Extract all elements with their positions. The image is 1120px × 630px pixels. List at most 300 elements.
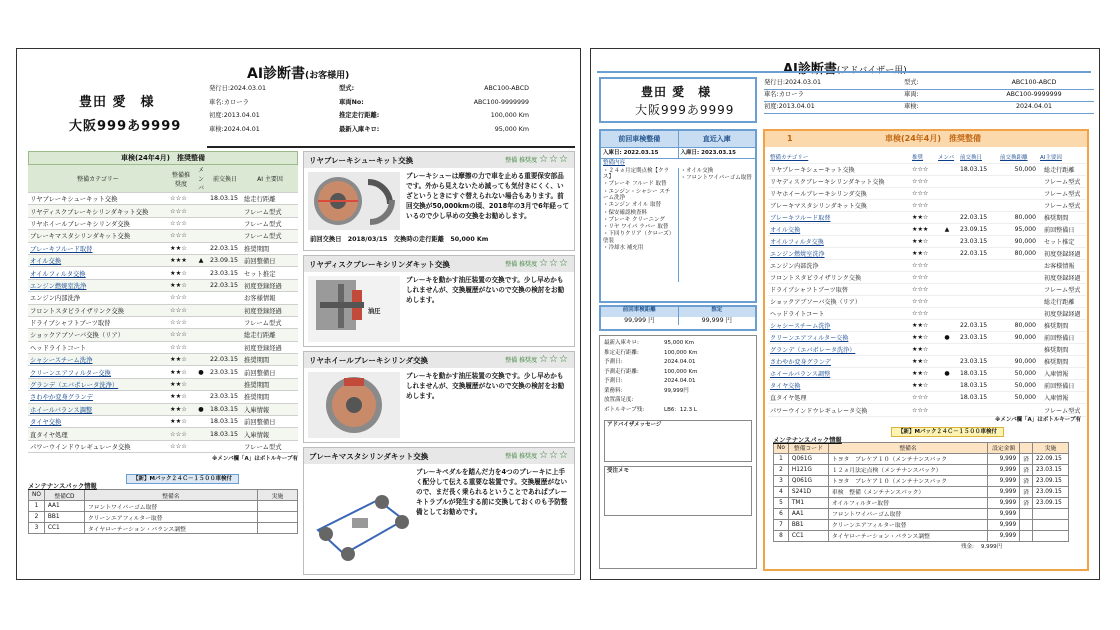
stat-key: 推定走行距離: — [604, 349, 639, 356]
row-rating: ☆☆☆ — [910, 199, 936, 211]
work-item: ・２４ヵ月定期点検【クラス】 — [603, 167, 670, 180]
row-reason: 総走行距離 — [242, 329, 298, 341]
table-row[interactable] — [28, 279, 298, 291]
work-item: ・エンジン・シャシー スチーム洗浄 — [603, 188, 671, 201]
row-reason: 前回整備日 — [1038, 332, 1086, 344]
row-reason: 推奨期間 — [242, 391, 298, 403]
recommend-table — [28, 151, 298, 463]
row-category: 直タイヤ処理 — [28, 428, 168, 440]
mpack-amt: 9,999 — [988, 497, 1020, 508]
table-row[interactable] — [28, 440, 298, 452]
customer-name: 豊田 愛 様 — [79, 95, 155, 110]
row-date — [208, 205, 242, 217]
table-row[interactable] — [768, 259, 1086, 271]
mpack-cd: Q061G — [788, 453, 828, 464]
row-date — [208, 217, 242, 229]
row-rating: ★★☆ — [910, 380, 936, 392]
row-date: 18.03.15 — [208, 403, 242, 415]
row-date: 22.03.15 — [208, 242, 242, 254]
mpack-amt: 9,999 — [988, 508, 1020, 519]
mpack-name: クリーンエアフィルター取替 — [84, 512, 257, 523]
card-text: ブレーキペダルを踏んだ力を4つのブレーキに上手く配分して伝える重要な装置です。交換履歴がないので、まだ長く乗られるということであればブレーキトラブルが発生する前に交換しておくのも予防整備としてお勧めです。 — [416, 468, 568, 516]
row-category: リヤディスクブレーキシリンダキット交換 — [28, 205, 168, 217]
row-rating: ☆☆☆ — [168, 217, 194, 229]
row-rating: ☆☆☆ — [910, 308, 936, 320]
stat-key: 業務料: — [604, 387, 623, 394]
mpack-f — [1020, 508, 1033, 519]
mpack-f: 済 — [1020, 475, 1033, 486]
card-title: リヤディスクブレーキシリンダキット交換 — [309, 260, 450, 269]
mpack-col: 実施 — [1033, 442, 1069, 453]
info-row — [209, 99, 579, 113]
table-row[interactable] — [28, 254, 298, 266]
row-date — [958, 308, 998, 320]
row-member — [936, 259, 958, 271]
row-category: オイルフィルタ交換 — [768, 235, 910, 247]
row-date — [958, 187, 998, 199]
row-reason: 初度登録経過 — [242, 279, 298, 291]
mpack-date — [1033, 508, 1069, 519]
mpack-no: 3 — [29, 523, 45, 534]
row-member — [194, 205, 208, 217]
row-member: ▲ — [936, 223, 958, 235]
mpack-cd: H121G — [788, 464, 828, 475]
row-category: さわやか変身グランデ — [28, 391, 168, 403]
table-row[interactable] — [28, 304, 298, 316]
row-reason: 推奨期間 — [1038, 356, 1086, 368]
card-footer: 前回交換日 2018/03/15 交換時の走行距離 50,000 Km — [310, 236, 489, 243]
row-member — [936, 187, 958, 199]
mpack-amt: 9,999 — [988, 486, 1020, 497]
row-member — [194, 217, 208, 229]
row-member — [936, 392, 958, 404]
stat-key: 最新入庫キロ: — [604, 340, 639, 346]
table-row[interactable] — [28, 366, 298, 378]
prev-cost-header: 前回車検距離 — [601, 307, 679, 317]
row-member — [194, 378, 208, 390]
row-member — [194, 230, 208, 242]
work-item: ・下回りクリア（クローズ）塗装 — [603, 231, 675, 244]
row-rating: ☆☆☆ — [910, 259, 936, 271]
mpack-f: 済 — [1020, 486, 1033, 497]
row-rating: ☆☆☆ — [910, 392, 936, 404]
card-master-cylinder — [303, 447, 575, 575]
row-date — [208, 341, 242, 353]
row-km: 95,000 — [998, 223, 1038, 235]
table-row[interactable] — [768, 344, 1086, 356]
row-category: ブレーキフルード取替 — [28, 242, 168, 254]
recommend-rating: 整備 推奨度 ☆☆☆ — [505, 354, 569, 365]
row-category: ヘッドライトコート — [768, 308, 910, 320]
row-reason: 入庫情報 — [1038, 392, 1086, 404]
row-reason: フレーム型式 — [242, 205, 298, 217]
table-row[interactable] — [768, 320, 1086, 332]
stat-key: 予測日: — [604, 378, 623, 384]
row-km — [998, 284, 1038, 296]
row-member — [936, 199, 958, 211]
table-row[interactable] — [768, 404, 1086, 416]
mpack-amt: 9,999 — [988, 453, 1020, 464]
row-member — [936, 284, 958, 296]
row-member — [194, 267, 208, 279]
mpack-date — [1033, 519, 1069, 530]
stats-box — [599, 335, 757, 569]
table-row[interactable] — [768, 235, 1086, 247]
table-row[interactable] — [28, 341, 298, 353]
row-date: 23.03.15 — [958, 356, 998, 368]
row-member — [936, 320, 958, 332]
row-member — [194, 428, 208, 440]
mpack-amt: 9,999 — [988, 464, 1020, 475]
table-row[interactable] — [768, 199, 1086, 211]
card-rear-brake-shoe — [303, 151, 575, 251]
mpack-date: 23.03.15 — [1033, 464, 1069, 475]
row-date: 18.03.15 — [958, 392, 998, 404]
mpack-no: 3 — [774, 475, 789, 486]
row-reason: セット推定 — [242, 267, 298, 279]
table-row[interactable] — [28, 378, 298, 390]
row-reason: 推奨期間 — [242, 242, 298, 254]
table-row[interactable] — [28, 242, 298, 254]
mpack-row — [29, 501, 298, 512]
card-rear-disc-cylinder — [303, 255, 575, 347]
recommend-panel — [763, 129, 1089, 571]
prev-inspection-header: 前回車検整備 — [601, 131, 679, 147]
table-row[interactable] — [768, 187, 1086, 199]
row-reason: フレーム型式 — [242, 440, 298, 452]
customer-name: 豊田 愛 様 — [641, 85, 712, 99]
report-title: AI診断書(アドバイザー用) — [783, 62, 907, 77]
info-divider — [207, 146, 575, 148]
col-header: AI主要因 — [1038, 151, 1086, 163]
row-km: 50,000 — [998, 163, 1038, 175]
row-date: 23.03.15 — [208, 366, 242, 378]
plate-number: 大阪999あ9999 — [69, 119, 182, 134]
info-key: 型式: — [339, 85, 355, 92]
vehicle-info — [209, 85, 579, 139]
stat-row — [604, 407, 752, 417]
stat-row — [604, 388, 752, 398]
col-header: 前交換日 — [958, 151, 998, 163]
table-row[interactable] — [768, 380, 1086, 392]
row-reason: フレーム型式 — [242, 316, 298, 328]
info-left: 発行日:2024.03.01 — [764, 79, 822, 86]
table-row[interactable] — [768, 223, 1086, 235]
mpack-date — [1033, 530, 1069, 541]
row-km — [998, 296, 1038, 308]
row-rating: ☆☆☆ — [168, 304, 194, 316]
row-rating: ★★★ — [168, 254, 194, 266]
mpack-row — [774, 497, 1069, 508]
row-date: 22.03.15 — [958, 320, 998, 332]
row-member — [194, 242, 208, 254]
row-date: 22.03.15 — [208, 279, 242, 291]
col-header: 整備カテゴリー — [768, 151, 910, 163]
row-category: ホイールバランス調整 — [28, 403, 168, 415]
table-row[interactable] — [768, 175, 1086, 187]
row-date: 18.03.15 — [958, 368, 998, 380]
row-reason: 初度登録経過 — [242, 304, 298, 316]
row-category: オイル交換 — [28, 254, 168, 266]
row-reason: フレーム型式 — [1038, 199, 1086, 211]
col-header: 前交換距離 — [998, 151, 1038, 163]
row-date: 22.03.15 — [208, 354, 242, 366]
row-reason: 総走行距離 — [242, 193, 298, 205]
mpack-badge: 【新】Mパック２４Ｃ－１５００車検付 — [891, 427, 1004, 437]
mpack-date: 22.09.15 — [1033, 453, 1069, 464]
row-reason: お客様情報 — [1038, 259, 1086, 271]
row-reason: 入庫情報 — [242, 403, 298, 415]
row-date — [208, 230, 242, 242]
table-row[interactable] — [768, 356, 1086, 368]
table-row[interactable] — [28, 316, 298, 328]
row-category: ショックアブソーバ交換（リア） — [28, 329, 168, 341]
row-category: オイルフィルタ交換 — [28, 267, 168, 279]
row-reason: 推奨期間 — [1038, 320, 1086, 332]
col-member: メンバ — [194, 165, 208, 193]
work-item: ・リヤ ワイパ ラバー 取替 — [603, 224, 669, 231]
row-category: クリーンエアフィルター交換 — [28, 366, 168, 378]
row-rating: ☆☆☆ — [910, 404, 936, 416]
row-date — [958, 271, 998, 283]
stat-key: 予測走行距離: — [604, 368, 639, 375]
mpack-name: 車検 整備（メンテナンスパック） — [828, 486, 987, 497]
work-item: ・ブレーキ クリーニング — [603, 216, 665, 223]
mpack-f: 済 — [1020, 497, 1033, 508]
stat-row — [604, 369, 752, 379]
row-member — [194, 329, 208, 341]
row-rating: ★★☆ — [168, 391, 194, 403]
table-row[interactable] — [28, 354, 298, 366]
table-row[interactable] — [768, 308, 1086, 320]
mpack-cd: S241D — [788, 486, 828, 497]
mpack-no: 7 — [774, 519, 789, 530]
mpack-amt: 9,999 — [988, 530, 1020, 541]
row-date — [208, 316, 242, 328]
row-member: ● — [936, 368, 958, 380]
row-rating: ★★☆ — [168, 403, 194, 415]
row-km: 50,000 — [998, 392, 1038, 404]
row-member — [936, 380, 958, 392]
row-member — [194, 341, 208, 353]
row-category: ホイールバランス調整 — [768, 368, 910, 380]
table-row[interactable] — [28, 403, 298, 415]
mpack-row — [774, 519, 1069, 530]
mpack-col-done: 実施 — [258, 490, 298, 501]
info-value: 100,000 Km — [490, 112, 529, 119]
stat-row — [604, 350, 752, 360]
master-cylinder-image — [308, 470, 412, 570]
mpack-cd: TM1 — [788, 497, 828, 508]
info-key: 車両No: — [339, 98, 364, 106]
row-km — [998, 404, 1038, 416]
row-km: 80,000 — [998, 211, 1038, 223]
row-rating: ★★☆ — [168, 267, 194, 279]
row-rating: ☆☆☆ — [910, 187, 936, 199]
advisor-message-box[interactable] — [604, 420, 752, 462]
row-date — [958, 175, 998, 187]
info-key: 推定走行距離: — [339, 112, 380, 119]
row-category: リヤホイールブレーキシリンダ交換 — [768, 187, 910, 199]
row-date: 18.03.15 — [958, 163, 998, 175]
visit-history: 前回車検整備 直近入庫 入庫日: 2022.03.15 入庫日: 2023.03.15 整備内容 ・２４ヵ月定期点検【クラス】 ・ブレーキ フルード 取替 ・エンジン・シャシー スチーム洗浄 ・エンジン オイル 取替 ・保安確認検査料 ・ブレーキ クリーニング ・リヤ ワイパ ラバー 取替 ・下回りクリア（クローズ）塗装 ・冷却水 補充用 ・オイル交換 ・フロントワイパーゴム取替 — [599, 129, 757, 303]
info-left: 車名:カローラ — [764, 91, 804, 98]
row-member — [936, 247, 958, 259]
mpack-cd: Q061G — [788, 475, 828, 486]
table-row[interactable] — [28, 267, 298, 279]
info-value: ABC100-ABCD — [1011, 79, 1057, 86]
row-category: オイル交換 — [768, 223, 910, 235]
row-km — [998, 344, 1038, 356]
recommend-rating: 整備 推奨度 ☆☆☆ — [505, 450, 569, 461]
row-category: パワーウインドウレギュレータ交換 — [768, 404, 910, 416]
table-row[interactable] — [768, 392, 1086, 404]
table-row[interactable] — [28, 205, 298, 217]
row-member — [194, 391, 208, 403]
card-text: ブレーキを動かす油圧装置の交換です。少し早めかもしれませんが、交換履歴がないので交換の検討をお勧めします。 — [406, 372, 565, 400]
row-category: 直タイヤ処理 — [768, 392, 910, 404]
row-member — [936, 271, 958, 283]
member-note: ※メンバ欄「A」はボトルキープ有 — [212, 456, 298, 463]
prev-cost: 99,999 円 — [601, 317, 679, 325]
table-row[interactable] — [28, 391, 298, 403]
mpack-no: 2 — [29, 512, 45, 523]
info-key: 最新入庫キロ: — [339, 125, 380, 133]
row-reason: 前回整備日 — [242, 416, 298, 428]
table-row[interactable] — [768, 271, 1086, 283]
row-member: ● — [194, 403, 208, 415]
row-rating: ☆☆☆ — [910, 296, 936, 308]
mpack-no: 1 — [29, 501, 45, 512]
mpack-no: 2 — [774, 464, 789, 475]
row-member — [936, 404, 958, 416]
advisor-message-label: アドバイザメッセージ — [607, 422, 662, 428]
table-row[interactable] — [768, 247, 1086, 259]
row-category: ブレーキマスタシリンダキット交換 — [768, 199, 910, 211]
table-row[interactable] — [768, 296, 1086, 308]
recent-work-list — [679, 168, 756, 282]
row-km: 50,000 — [998, 368, 1038, 380]
mpack-no: 6 — [774, 508, 789, 519]
table-row[interactable] — [768, 163, 1086, 175]
panel-title: 車検(24年4月) 推奨整備 — [885, 134, 982, 143]
mpack-name: １２ヵ月法定点検（メンテナンスパック） — [828, 464, 987, 475]
table-row[interactable] — [28, 329, 298, 341]
row-km: 80,000 — [998, 320, 1038, 332]
table-row[interactable] — [28, 230, 298, 242]
table-row[interactable] — [28, 428, 298, 440]
mpack-done — [258, 523, 298, 534]
row-category: リヤブレーキシューキット交換 — [768, 163, 910, 175]
table-row[interactable] — [28, 217, 298, 229]
table-row[interactable] — [28, 416, 298, 428]
row-category: ブレーキフルード取替 — [768, 211, 910, 223]
table-row[interactable] — [768, 332, 1086, 344]
table-row[interactable] — [28, 193, 298, 205]
row-reason: フレーム型式 — [1038, 187, 1086, 199]
mpack-cd: AA1 — [44, 501, 84, 512]
mpack-row — [29, 512, 298, 523]
row-category: フロントスタビライザリンク交換 — [768, 271, 910, 283]
order-memo-label: 受注メモ — [607, 468, 630, 474]
mpack-amt: 9,999 — [988, 475, 1020, 486]
row-date — [958, 199, 998, 211]
stat-key: 予測日: — [604, 359, 623, 365]
row-date — [208, 292, 242, 304]
order-memo-box[interactable] — [604, 466, 752, 516]
mpack-col-no: NO — [29, 490, 45, 501]
table-row[interactable] — [768, 211, 1086, 223]
mpack-row — [774, 475, 1069, 486]
row-category: ブレーキマスタシリンダキット交換 — [28, 230, 168, 242]
row-rating: ☆☆☆ — [168, 329, 194, 341]
row-km — [998, 199, 1038, 211]
row-category: リヤブレーキシューキット交換 — [28, 193, 168, 205]
mpack-title: メンテナンスパック情報 — [28, 483, 97, 490]
table-row[interactable] — [768, 284, 1086, 296]
mpack-col: 整備名 — [828, 442, 987, 453]
row-category: シャシースチーム洗浄 — [768, 320, 910, 332]
recent-visit-header: 直近入庫 — [679, 131, 756, 147]
info-value: ABC100-9999999 — [473, 98, 529, 106]
row-category: グランデ（エバポレータ洗浄） — [768, 344, 910, 356]
stat-row — [604, 397, 752, 407]
col-reason: AI 主要因 — [242, 165, 298, 193]
mpack-row — [774, 464, 1069, 475]
row-category: フロントスタビライザリンク交換 — [28, 304, 168, 316]
mpack-f — [1020, 519, 1033, 530]
recent-visit-date: 2023.03.15 — [701, 150, 736, 156]
row-rating: ☆☆☆ — [910, 271, 936, 283]
row-member — [194, 416, 208, 428]
mpack-no: 8 — [774, 530, 789, 541]
est-cost-header: 推定 — [679, 307, 756, 317]
row-date: 22.03.15 — [958, 211, 998, 223]
row-rating: ★★☆ — [168, 242, 194, 254]
row-date — [958, 404, 998, 416]
row-reason: お客様情報 — [242, 292, 298, 304]
mpack-done — [258, 501, 298, 512]
row-rating: ☆☆☆ — [168, 205, 194, 217]
mpack-no: 4 — [774, 486, 789, 497]
mpack-name: トヨタ ブレケア１０（メンテナンスパック — [828, 453, 987, 464]
info-row — [764, 91, 1094, 102]
col-rating: 整備推奨度 — [168, 165, 194, 193]
row-category: リヤディスクブレーキシリンダキット交換 — [768, 175, 910, 187]
member-note: ※メンバ欄「A」はボトルキープ有 — [995, 416, 1081, 423]
info-key: 車両: — [904, 91, 919, 98]
row-category: エンジン内部洗浄 — [768, 259, 910, 271]
mpack-cd: CC1 — [788, 530, 828, 541]
table-row[interactable] — [768, 368, 1086, 380]
row-rating: ☆☆☆ — [168, 316, 194, 328]
vehicle-info — [764, 79, 1094, 115]
row-reason: フレーム型式 — [1038, 175, 1086, 187]
row-reason: 前回整備日 — [242, 254, 298, 266]
row-member — [194, 440, 208, 452]
mpack-col — [1020, 442, 1033, 453]
mpack-no: 5 — [774, 497, 789, 508]
stat-value: LB6：12.3 L — [664, 406, 697, 413]
info-left: 初度:2013.04.01 — [764, 103, 815, 110]
info-row — [209, 126, 579, 140]
card-title: ブレーキマスタシリンダキット交換 — [309, 452, 429, 461]
mpack-col-cd: 整備CD — [44, 490, 84, 501]
row-member — [936, 175, 958, 187]
col-header: 推奨 — [910, 151, 936, 163]
table-row[interactable] — [28, 292, 298, 304]
mpack-date: 23.09.15 — [1033, 475, 1069, 486]
